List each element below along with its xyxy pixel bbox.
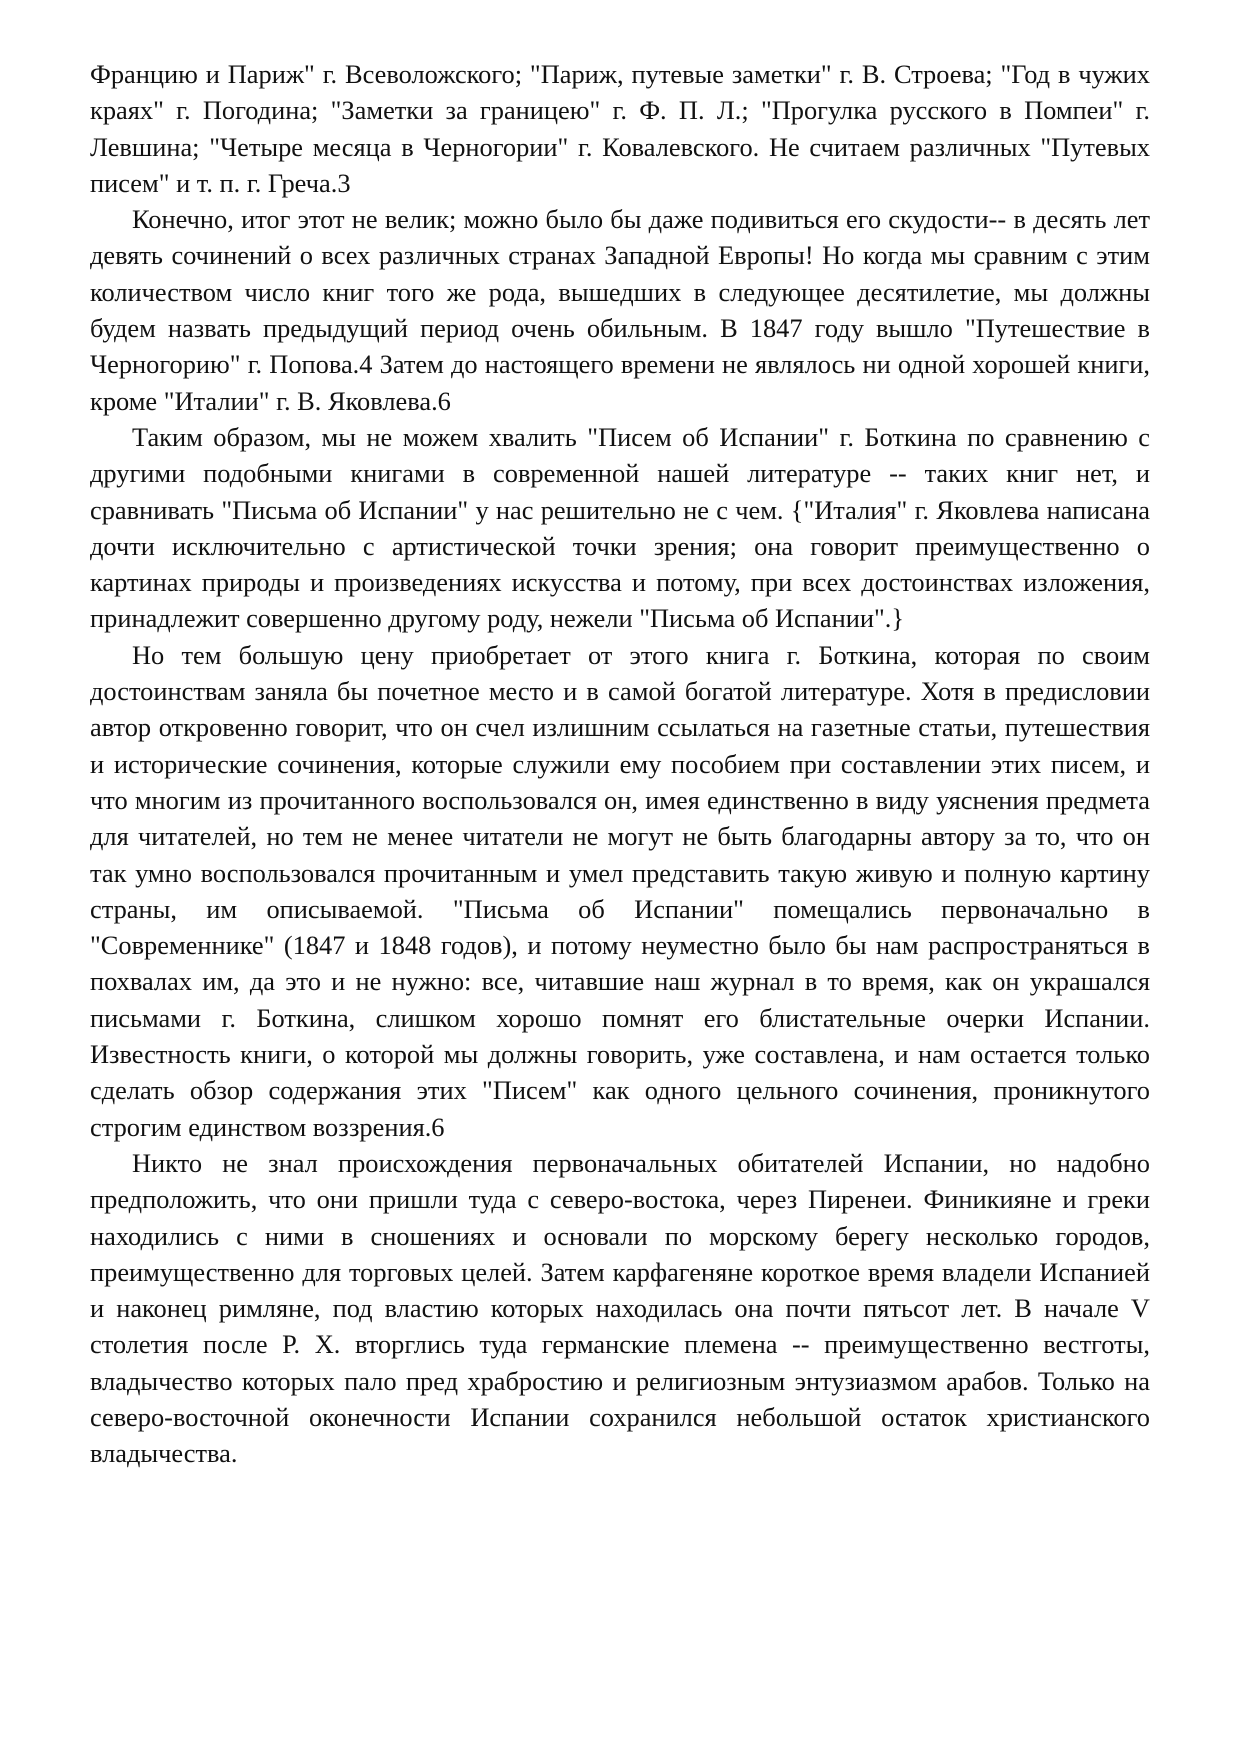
paragraph: Никто не знал происхождения первоначальных обитателей Испании, но надобно предположить, что они пришли туда с северо-востока, через Пиренеи. Финикияне и греки находились с ними в сношениях и основали по морскому берегу несколько городов, преимущественно для торговых целей. Затем карфагеняне короткое время владели Испанией и наконец римляне, под властию которых находилась она почти пятьсот лет. В начале V столетия после Р. Х. вторглись туда германские племена -- преимущественно вестготы, владычество которых пало пред храбростию и религиозным энтузиазмом арабов. Только на северо-восточной оконечности Испании сохранился небольшой остаток христианского владычества.	[90, 1147, 1150, 1469]
paragraph: Таким образом, мы не можем хвалить "Писем об Испании" г. Боткина по сравнению с другими подобными книгами в современной нашей литературе -- таких книг нет, и сравнивать "Письма об Испании" у нас решительно не с чем. {"Италия" г. Яковлева написана дочти исключительно с артистической точки зрения; она говорит преимущественно о картинах природы и произведениях искусства и потому, при всех достоинствах изложения, принадлежит совершенно другому роду, нежели "Письма об Испании".}	[90, 421, 1150, 634]
document-page	[90, 56, 1150, 1472]
paragraph-continuation: Францию и Париж" г. Всеволожского; "Париж, путевые заметки" г. В. Строева; "Год в чужих краях" г. Погодина; "Заметки за границею" г. Ф. П. Л.; "Прогулка русского в Помпеи" г. Левшина; "Четыре месяца в Черногории" г. Ковалевского. Не считаем различных "Путевых писем" и т. п. г. Греча.3	[90, 59, 1150, 198]
paragraph: Но тем большую цену приобретает от этого книга г. Боткина, которая по своим достоинствам заняла бы почетное место и в самой богатой литературе. Хотя в предисловии автор откровенно говорит, что он счел излишним ссылаться на газетные статьи, путешествия и исторические сочинения, которые служили ему пособием при составлении этих писем, и что многим из прочитанного воспользовался он, имея единственно в виду уяснения предмета для читателей, но тем не менее читатели не могут не быть благодарны автору за то, что он так умно воспользовался прочитанным и умел представить такую живую и полную картину страны, им описываемой. "Письма об Испании" помещались первоначально в "Современнике" (1847 и 1848 годов), и потому неуместно было бы нам распространяться в похвалах им, да это и не нужно: все, читавшие наш журнал в то время, как он украшался письмами г. Боткина, слишком хорошо помнят его блистательные очерки Испании. Известность книги, о которой мы должны говорить, уже составлена, и нам остается только сделать обзор содержания этих "Писем" как одного цельного сочинения, проникнутого строгим единством воззрения.6	[90, 639, 1150, 1142]
paragraph: Конечно, итог этот не велик; можно было бы даже подивиться его скудости-- в десять лет девять сочинений о всех различных странах Западной Европы! Но когда мы сравним с этим количеством число книг того же рода, вышедших в следующее десятилетие, мы должны будем назвать предыдущий период очень обильным. В 1847 году вышло "Путешествие в Черногорию" г. Попова.4 Затем до настоящего времени не являлось ни одной хорошей книги, кроме "Италии" г. В. Яковлева.6	[90, 204, 1150, 416]
